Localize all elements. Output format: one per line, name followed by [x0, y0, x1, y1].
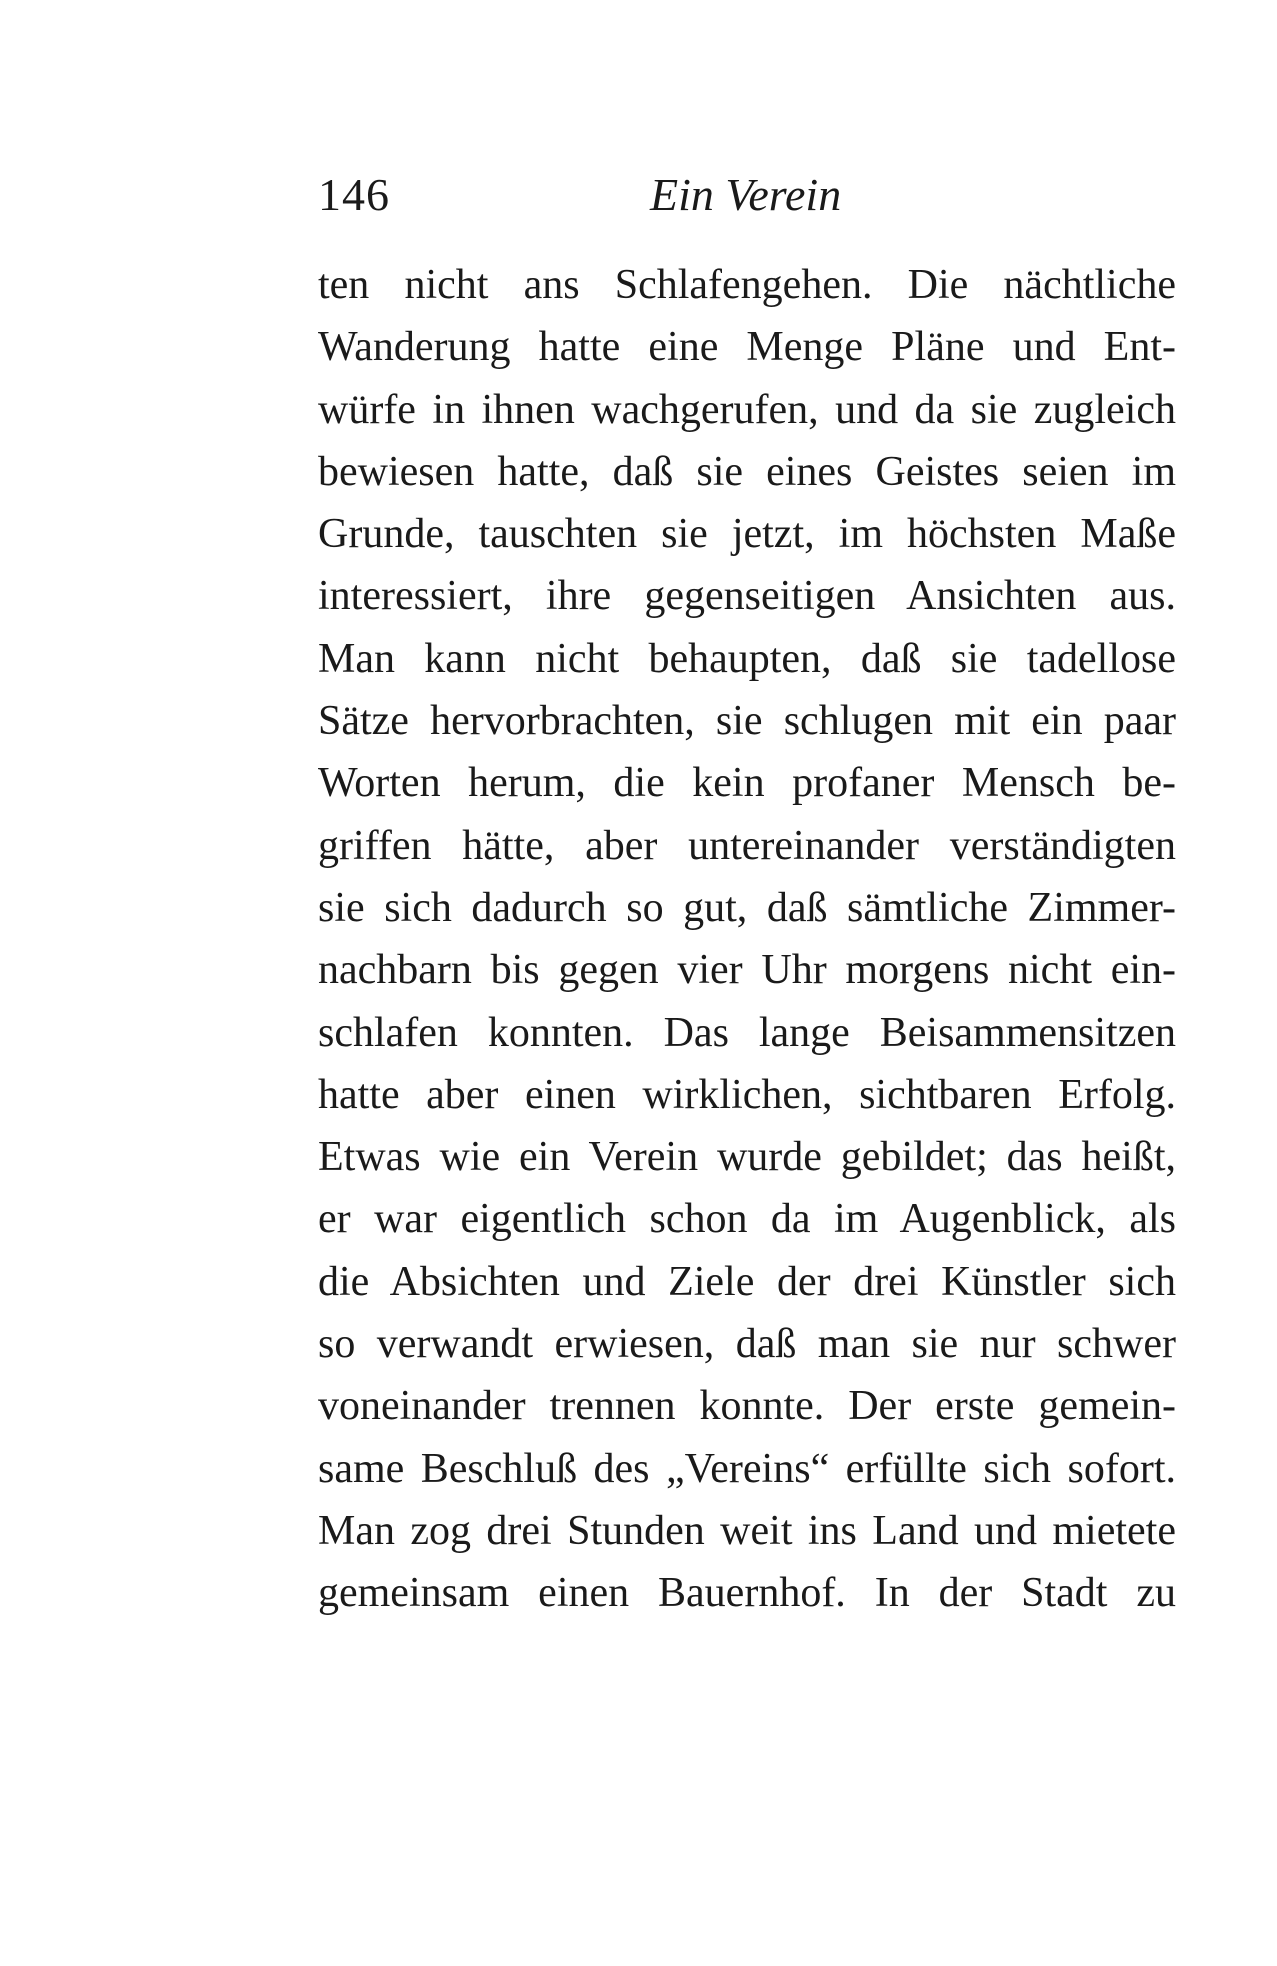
text-line: die Absichten und Ziele der drei Künstler sich — [318, 1258, 1176, 1305]
text-line: ten nicht ans Schlafengehen. Die nächtliche — [318, 262, 1176, 308]
text-line: interessiert, ihre gegenseitigen Ansichten aus. — [318, 573, 1176, 620]
body-text — [318, 254, 1176, 1625]
text-line: sie sich dadurch so gut, daß sämtliche Zimmer- — [318, 884, 1176, 931]
text-line: Sätze hervorbrachten, sie schlugen mit ein paar — [318, 698, 1176, 745]
text-line: Etwas wie ein Verein wurde gebildet; das heißt, — [318, 1134, 1176, 1181]
running-title: Ein Verein — [650, 169, 842, 220]
text-line: gemeinsam einen Bauernhof. In der Stadt zu — [318, 1570, 1176, 1617]
text-line: hatte aber einen wirklichen, sichtbaren Erfolg. — [318, 1071, 1176, 1118]
text-line: Man zog drei Stunden weit ins Land und mietete — [318, 1507, 1176, 1554]
text-line: Grunde, tauschten sie jetzt, im höchsten Maße — [318, 511, 1176, 558]
text-line: schlafen konnten. Das lange Beisammensitzen — [318, 1009, 1176, 1056]
text-line: Wanderung hatte eine Menge Pläne und Ent- — [318, 324, 1176, 371]
text-line: voneinander trennen konnte. Der erste gemein- — [318, 1383, 1176, 1430]
text-line: nachbarn bis gegen vier Uhr morgens nicht ein- — [318, 947, 1176, 994]
text-line: Worten herum, die kein profaner Mensch be- — [318, 760, 1176, 807]
text-line: Man kann nicht behaupten, daß sie tadellose — [318, 635, 1176, 682]
text-line: same Beschluß des „Vereins“ erfüllte sich sofort. — [318, 1445, 1176, 1492]
text-line: er war eigentlich schon da im Augenblick, als — [318, 1196, 1176, 1243]
text-line: griffen hätte, aber untereinander verständigten — [318, 822, 1176, 869]
text-line: bewiesen hatte, daß sie eines Geistes seien im — [318, 448, 1176, 495]
page-number: 146 — [318, 169, 390, 220]
text-line: so verwandt erwiesen, daß man sie nur schwer — [318, 1321, 1176, 1368]
running-head — [318, 168, 1176, 228]
text-line: würfe in ihnen wachgerufen, und da sie zugleich — [318, 386, 1176, 433]
